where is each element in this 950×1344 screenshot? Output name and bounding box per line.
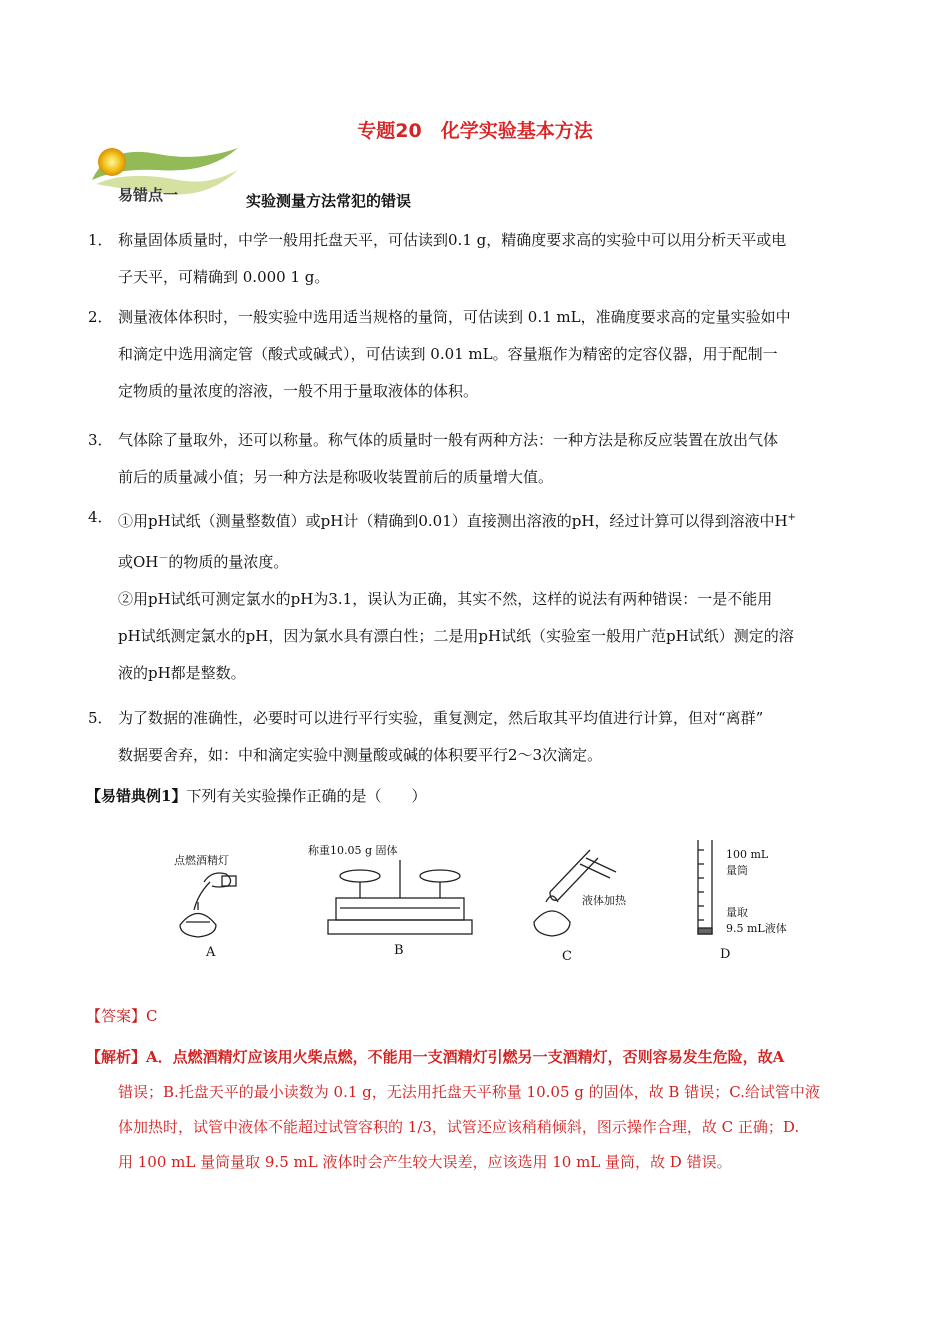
example-question: 【易错典例1】下列有关实验操作正确的是（ ）: [86, 787, 427, 805]
analysis: 【解析】A．点燃酒精灯应该用火柴点燃，不能用一支酒精灯引燃另一支酒精灯，否则容易发生危险，故A 错误；B.托盘天平的最小读数为 0.1 g，无法用托盘天平称量 10.05 g 的固体，故 B 错误；C.给试管中液 体加热时，试管中液体不能超过试管容积的 1/3，试管还应该稍稍倾斜，图示操作合理，故 C 正确；D. 用 100 mL 量筒量取 9.5 mL 液体时会产生较大误差，应该选用 10 mL 量筒，故 D 错误。: [86, 1048, 820, 1171]
list-item: 2． 测量液体体积时，一般实验中选用适当规格的量筒，可估读到 0.1 mL，准确度要求高的定量实验如中 和滴定中选用滴定管（酸式或碱式），可估读到 0.01 mL。容量瓶作为精密的定容仪器，用于配制一 定物质的量浓度的溶液，一般不用于量取液体的体积。: [88, 308, 791, 400]
experiment-figure: [150, 830, 810, 970]
figure-c: [534, 850, 627, 964]
figure-b: [308, 843, 472, 958]
list-item: 1． 称量固体质量时，中学一般用托盘天平，可估读到0.1 g，精确度要求高的实验中可以用分析天平或电 子天平，可精确到 0.000 1 g。: [88, 231, 787, 286]
figure-d: [698, 840, 787, 962]
list-item: 5． 为了数据的准确性，必要时可以进行平行实验，重复测定，然后取其平均值进行计算，但对“离群” 数据要舍弃，如：中和滴定实验中测量酸或碱的体积要平行2～3次滴定。: [88, 709, 764, 764]
svg-text:称重10.05 g 固体: 称重10.05 g 固体: [308, 844, 398, 857]
logo-icon: [88, 140, 244, 208]
svg-text:量取: 量取: [726, 906, 748, 919]
svg-text:A: A: [206, 945, 216, 960]
section-heading: 实验测量方法常犯的错误: [246, 192, 412, 210]
svg-text:B: B: [394, 943, 404, 958]
list-item: 3． 气体除了量取外，还可以称量。称气体的质量时一般有两种方法：一种方法是称反应装置在放出气体 前后的质量减小值；另一种方法是称吸收装置前后的质量增大值。: [88, 431, 779, 486]
figure-a: [174, 853, 236, 960]
svg-text:点燃酒精灯: 点燃酒精灯: [174, 854, 229, 867]
svg-text:量筒: 量筒: [726, 864, 748, 877]
svg-text:D: D: [720, 947, 731, 962]
svg-text:液体加热: 液体加热: [582, 894, 626, 907]
svg-text:9.5 mL液体: 9.5 mL液体: [726, 922, 787, 935]
logo-text: 易错点一: [118, 186, 179, 204]
answer: 【答案】C: [86, 1007, 158, 1025]
svg-text:100 mL: 100 mL: [726, 848, 769, 861]
list-item: 4． ①用pH试纸（测量整数值）或pH计（精确到0.01）直接测出溶液的pH，经过计算可以得到溶液中H+ 或OH－的物质的量浓度。 ②用pH试纸可测定氯水的pH为3.1，误认为正确，其实不然，这样的说法有两种错误：一是不能用 pH试纸测定氯水的pH，因为氯水具有漂白性；二是用pH试纸（实验室一般用广范pH试纸）测定的溶 液的pH都是整数。: [88, 508, 796, 682]
svg-text:C: C: [562, 949, 572, 964]
page-title: 专题20 化学实验基本方法: [357, 120, 593, 142]
